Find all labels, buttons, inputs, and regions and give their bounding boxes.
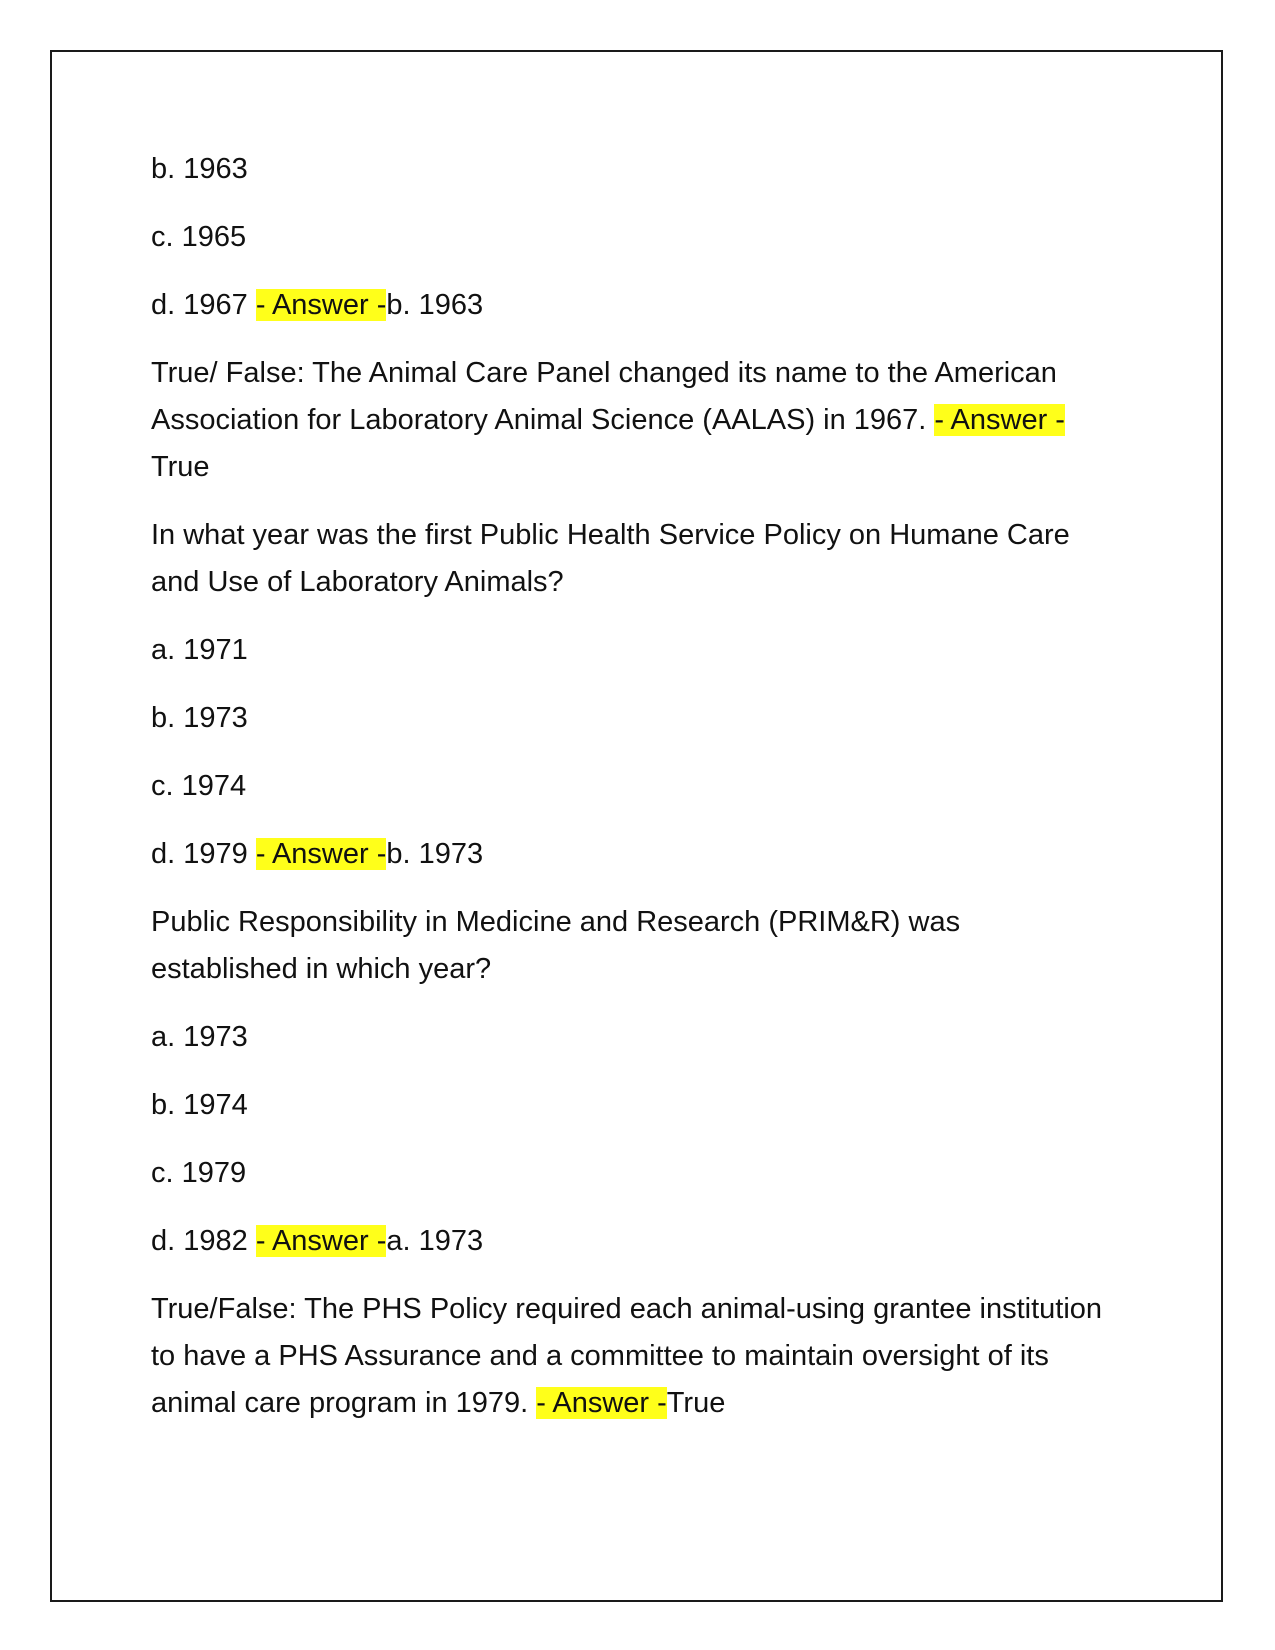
document-body <box>151 146 1111 1448</box>
answer-highlight: - Answer - <box>255 1225 387 1257</box>
option-text: d. 1967 <box>151 289 256 321</box>
answer-text: True <box>151 451 210 483</box>
answer-text: b. 1963 <box>386 289 484 321</box>
option-b-1963: b. 1963 <box>151 153 248 185</box>
answer-highlight: - Answer - <box>255 289 387 321</box>
option-d-1982-with-answer <box>151 1218 1111 1265</box>
answer-highlight: - Answer - <box>536 1387 667 1419</box>
option-b-1973: b. 1973 <box>151 702 248 734</box>
answer-text: a. 1973 <box>386 1225 484 1257</box>
question-phs-policy-year: In what year was the first Public Health Service Policy on Humane Care and Use of Laboratory Animals? <box>151 519 1070 598</box>
answer-highlight: - Answer - <box>255 838 387 870</box>
option-a-1973: a. 1973 <box>151 1021 248 1053</box>
question-primr-year: Public Responsibility in Medicine and Research (PRIM&R) was established in which year? <box>151 906 961 985</box>
option-b-1974: b. 1974 <box>151 1089 248 1121</box>
answer-text: True <box>666 1387 726 1419</box>
answer-text: b. 1973 <box>386 838 484 870</box>
option-c-1974: c. 1974 <box>151 770 247 802</box>
answer-highlight: - Answer - <box>934 404 1065 436</box>
option-d-1967-with-answer <box>151 282 1111 329</box>
question-text: True/ False: The Animal Care Panel changed its name to the American Association for Laboratory Animal Science (AALAS) in 1967. <box>151 357 1057 436</box>
option-c-1965: c. 1965 <box>151 221 247 253</box>
option-d-1979-with-answer <box>151 831 1111 878</box>
question-text: True/False: The PHS Policy required each animal-using grantee institution to have a PHS Assurance and a committee to maintain oversight of its animal care program in 1979. <box>151 1293 1103 1419</box>
option-c-1979: c. 1979 <box>151 1157 247 1189</box>
option-a-1971: a. 1971 <box>151 634 248 666</box>
question-aalas-true-false <box>151 350 1111 491</box>
option-text: d. 1979 <box>151 838 256 870</box>
question-phs-assurance-true-false <box>151 1286 1111 1427</box>
option-text: d. 1982 <box>151 1225 256 1257</box>
